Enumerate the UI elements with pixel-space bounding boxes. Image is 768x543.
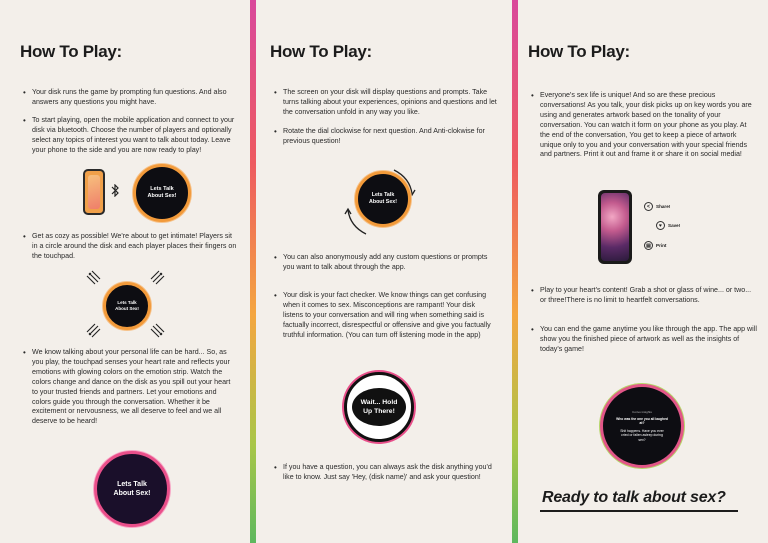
- bullet-heart-content: • Play to your heart's content! Grab a shot or glass of wine... or two... or three!There is no limit to heartfelt conversations.: [540, 286, 758, 306]
- bullet-fact-checker: • Your disk is your fact checker. We know things can get confusing when it comes to sex. Misconceptions are rampant! Your disk listens to your conversation and will ring when something said is factually incorrect, disrespectful or offensive and give you factually truthful information. (You can turn off listening mode in the app): [283, 291, 497, 341]
- print-icon: ▤: [644, 241, 653, 250]
- bullet-rotate-dial: • Rotate the dial clockwise for next question. And Anti-clokwise for previous question!: [283, 127, 497, 147]
- bullet-start-playing: • To start playing, open the mobile application and connect to your disk via bluetooth. Choose the number of players and optionally select any topics of interest you want to talk about today. Leave your phone to the side and you are now ready to play!: [32, 116, 237, 156]
- panel-1-heading: How To Play:: [20, 42, 122, 61]
- disk-touchpad-text: Lets Talk About Sex!: [115, 300, 139, 311]
- print-action[interactable]: [644, 241, 666, 250]
- disk-insights: [600, 384, 684, 468]
- tagline-underline: [540, 510, 738, 512]
- bullet-screen-questions: • The screen on your disk will display questions and prompts. Take turns talking about your experiences, opinions and questions and let the conversation unfold in any way you like.: [283, 88, 497, 118]
- disk-dial-text: Lets Talk About Sex!: [369, 192, 397, 205]
- bullet-end-game: • You can end the game anytime you like through the app. The app will show you the finished piece of artwork as well as the insights of today's game!: [540, 325, 758, 355]
- save-action[interactable]: [656, 221, 680, 230]
- insight-label: Convo insights: [632, 409, 652, 414]
- share-label: Share!: [656, 204, 671, 209]
- share-icon: <: [644, 202, 653, 211]
- bullet-ask-question: • If you have a question, you can always ask the disk anything you'd like to know. Just say 'Hey, (disk name)' and ask your question!: [283, 463, 497, 483]
- disk-emotion-text: Lets Talk About Sex!: [113, 481, 151, 497]
- disk-dial: [355, 171, 411, 227]
- hand-icon: [86, 318, 106, 338]
- insight-answer: Shit happens. Have you ever cried or fallen asleep during sex?: [620, 428, 664, 442]
- phone-image: [83, 169, 105, 215]
- panel-2-heading: How To Play:: [270, 42, 372, 61]
- hand-icon: [86, 270, 106, 290]
- bullet-emotions: • We know talking about your personal life can be hard... So, as you play, the touchpad senses your heart rate and reflects your emotions with glowing colors on the emotion strip. Watch the colors change and dance on the disk as you spill out your heart to your trusted friends and partners. Let your emotions and colors guide you through the conversation. Whether it be excitement or nervousness, we all deserve to feel and we all deserve to be heard!: [32, 348, 237, 427]
- hand-icon: [145, 270, 165, 290]
- disk-emotion: [94, 451, 170, 527]
- bullet-get-cozy: • Get as cozy as possible! We're about to get intimate! Players sit in a circle around the disk and each player places their fingers on the touchpad.: [32, 232, 237, 262]
- disk-wait: [344, 372, 414, 442]
- panel-3: [518, 0, 768, 543]
- hand-icon: [145, 318, 165, 338]
- bullet-artwork: • Everyone's sex life is unique! And so are these precious conversations! As you talk, your disk picks up on key words you are using and generates artwork based on the tonality of your conversation. You can watch it form on your phone as you play. At the end of the conversation, You get to keep a piece of artwork unique only to you and your conversation with your special friends and partners. Print it out and frame it or share it on social media!: [540, 91, 758, 160]
- disk-connect-text: Lets Talk About Sex!: [147, 186, 177, 199]
- save-label: Save!: [668, 223, 681, 228]
- panel-3-heading: How To Play:: [528, 42, 630, 61]
- disk-connect: [133, 164, 191, 222]
- panel-2: [256, 0, 512, 543]
- heart-icon: ♥: [656, 221, 665, 230]
- tagline: Ready to talk about sex?: [542, 489, 726, 506]
- disk-touchpad: [103, 282, 151, 330]
- print-label: Print: [656, 243, 667, 248]
- share-action[interactable]: [644, 202, 670, 211]
- bullet-custom-questions: • You can also anonymously add any custom questions or prompts you want to talk about through the app.: [283, 253, 497, 273]
- phone-artwork: [598, 190, 632, 264]
- panel-1: [0, 0, 250, 543]
- disk-wait-text: Wait... Hold Up There!: [352, 388, 406, 426]
- bullet-disk-runs-game: • Your disk runs the game by prompting fun questions. And also answers any questions you might have.: [32, 88, 237, 108]
- insight-question: Who was the one you all laughed at?: [616, 416, 668, 426]
- bluetooth-icon: [111, 184, 119, 197]
